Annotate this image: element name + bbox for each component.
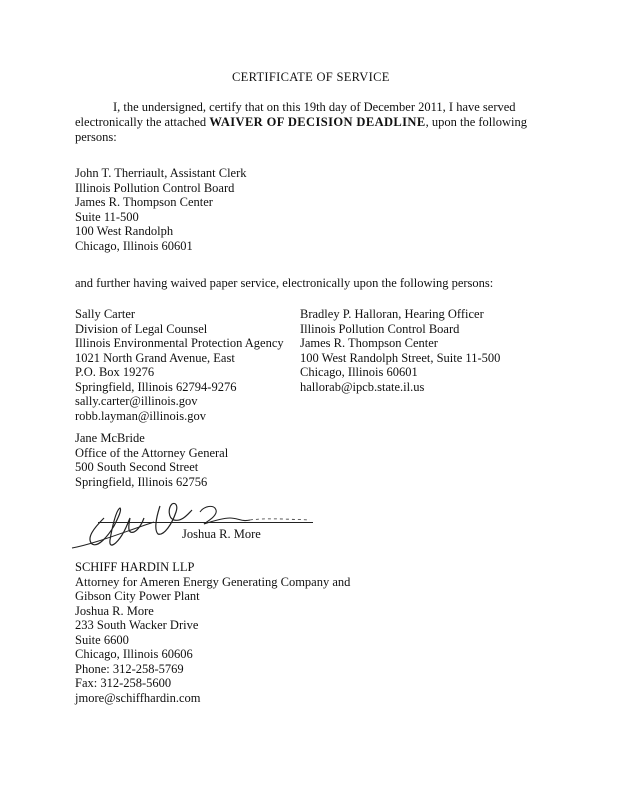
phone-line: Phone: 312-258-5769	[75, 661, 184, 676]
address-line: James R. Thompson Center	[300, 336, 438, 350]
mcbride-address-block	[75, 431, 228, 489]
document-title: CERTIFICATE OF SERVICE	[232, 70, 390, 84]
document-name: WAIVER OF DECISION DEADLINE	[209, 115, 426, 129]
address-line: Chicago, Illinois 60606	[75, 647, 193, 661]
halloran-address-block	[300, 307, 500, 394]
address-line: Bradley P. Halloran, Hearing Officer	[300, 307, 484, 321]
address-line: James R. Thompson Center	[75, 195, 213, 209]
intro-text-part1: I, the undersigned, certify that on this 19th day of December 2011, I have served electronically the attached	[75, 100, 516, 129]
address-line: Division of Legal Counsel	[75, 321, 208, 336]
email-line: hallorab@ipcb.state.il.us	[300, 379, 425, 394]
address-line: Springfield, Illinois 62794-9276	[75, 379, 237, 394]
address-line: 100 West Randolph Street, Suite 11-500	[300, 350, 501, 365]
address-line: Office of the Attorney General	[75, 445, 229, 460]
address-line: John T. Therriault, Assistant Clerk	[75, 166, 247, 180]
waiver-paragraph: and further having waived paper service, electronically upon the following persons:	[75, 276, 494, 290]
address-line: Suite 6600	[75, 632, 129, 647]
address-line: Joshua R. More	[75, 603, 154, 618]
intro-paragraph	[75, 100, 545, 145]
address-line: Chicago, Illinois 60601	[75, 238, 193, 253]
intro-text-part2: , upon the following persons:	[75, 115, 527, 144]
signer-name: Joshua R. More	[182, 527, 261, 541]
signature-line	[98, 522, 313, 523]
address-line: 100 West Randolph	[75, 224, 174, 238]
email-line: jmore@schiffhardin.com	[75, 690, 201, 705]
address-line: Illinois Pollution Control Board	[75, 180, 235, 195]
carter-address-block	[75, 307, 284, 423]
email-line: sally.carter@illinois.gov	[75, 394, 198, 408]
clerk-address-block	[75, 166, 247, 253]
address-line: 233 South Wacker Drive	[75, 618, 199, 632]
fax-line: Fax: 312-258-5600	[75, 676, 172, 690]
address-line: Jane McBride	[75, 431, 145, 445]
email-line: robb.layman@illinois.gov	[75, 408, 206, 423]
address-line: Springfield, Illinois 62756	[75, 474, 208, 489]
address-line: Illinois Environmental Protection Agency	[75, 336, 284, 350]
address-line: P.O. Box 19276	[75, 365, 155, 379]
address-line: Attorney for Ameren Energy Generating Company and	[75, 574, 351, 589]
address-line: Suite 11-500	[75, 209, 139, 224]
handwritten-signature	[64, 488, 324, 562]
address-line: 1021 North Grand Avenue, East	[75, 350, 235, 365]
address-line: Chicago, Illinois 60601	[300, 365, 418, 379]
firm-block	[75, 560, 350, 705]
address-line: Sally Carter	[75, 307, 136, 321]
address-line: 500 South Second Street	[75, 460, 199, 474]
firm-name: SCHIFF HARDIN LLP	[75, 560, 195, 574]
address-line: Illinois Pollution Control Board	[300, 321, 460, 336]
address-line: Gibson City Power Plant	[75, 589, 200, 603]
